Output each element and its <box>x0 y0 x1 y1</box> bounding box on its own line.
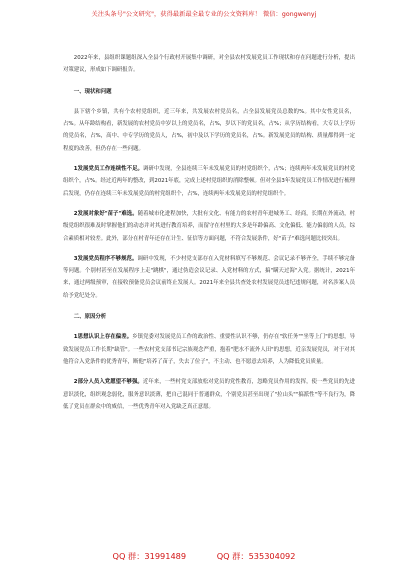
problem-1-paragraph <box>63 163 355 200</box>
intro-paragraph: 2022年来，县组织课题组深入全县个行政村开展集中调研，对全县农村发展党员工作现状和存在问题进行分析，提出对策建议，形成如下调研报告。 <box>63 55 355 74</box>
problem-3-paragraph <box>63 253 355 302</box>
cause-2-lead: 2部分人员入党愿望不够强。 <box>73 379 143 386</box>
problem-1-lead: 1发展党员工作连续性不足。 <box>73 166 143 173</box>
problem-1-body: 调研中发现，全县连续三年未发展党员的村党组织个，占%；连续两年未发展党员的村党组织个，占%。经过近两年的整改，到2021年底，完成上述村党组织的消除整顿。但对全县3年发展党员工作情况进行梳理后发现，仍存在连续三年未发展党员的村党组织个，占%，连续两年未发展党员的村党组织个。 <box>63 166 355 197</box>
report-body <box>63 52 355 413</box>
footer-contact <box>0 551 408 562</box>
cause-1-paragraph <box>63 331 355 368</box>
cause-2-paragraph <box>63 376 355 413</box>
problem-2-body: 随着城市化进程加快，大批有文化、有能力的农村青年进城务工、经商，长期在外流动，村级党组织很难及时掌握他们的动态并对其进行教育培养，而留守在村里的大多是年龄偏高、文化偏低、能力偏弱的人员，综合素质相对较差。此外，部分在村青年还存在计生、征信等方面问题，不符合发展条件，好"苗子"难选问题比较突出。 <box>63 210 355 242</box>
cause-2-body: 近年来，一些村党支部放松对党员的党性教育，忽略党员作用的发挥，使一些党员的先进意识淡化，组织观念弱化，服务意识淡薄，把自己混同于普通群众，个别党员甚至出现了"拉山头""搞派性"等不良行为，降低了党员在群众中的威信，一些优秀青年对入党缺乏真正意愿。 <box>63 379 355 410</box>
problem-2-lead: 2发展对象好"苗子"难选。 <box>73 210 138 217</box>
cause-1-lead: 1思想认识上存在偏差。 <box>73 334 133 341</box>
section-heading-status: 一、现状和问题 <box>73 88 112 95</box>
footer-qq-group-1: QQ 群：31991489 <box>112 551 187 561</box>
section-heading-causes: 二、原因分析 <box>73 314 107 321</box>
problem-3-lead: 3发展党员程序不够规范。 <box>73 255 138 262</box>
status-paragraph: 县下辖个乡镇，共有个农村党组织，近三年来，共发展农村党员名，占全县发展党员总数的%。其中女性党员名，占%。从年龄结构看，新发展的农村党员中岁以上的党员名，占%，岁以下的党员名，占%；从学历结构看，大专以上学历的党员名，占%，高中、中专学历的党员人，占%，初中及以下学历的党员名，占%。新发展党员的结构、质量都得到一定程度的改善，但仍存在一些问题。 <box>63 108 355 152</box>
cause-1-body: 乡镇党委对发展党员工作的政治性、重要性认识不够，仍存在"软任务""坐等上门"的思想，导致发展党员工作长期"缺管"。一些农村党支部书记宗族观念严重，抱着"肥水不流外人田"的思想，近亲发展党员，对于对其他符合入党条件的优秀青年，断他"培养了苗子，失去了位子"，不主动、也不愿意去培养，人为降低党员质量。 <box>63 334 355 365</box>
problem-2-paragraph <box>63 208 355 245</box>
promo-banner: 关注头条号"公文研究"，获得最新最全最专业的公文资料库！ 微信：gongwenyj <box>91 11 317 18</box>
footer-qq-group-2: QQ 群：535304092 <box>216 551 296 561</box>
problem-3-body: 调研中发现，不少村党支部存在入党材料填写不够规范、会议记录不够齐全，手续不够完备等问题。个别村甚至在发展程序上走"跳棋"，通过伪造会议记录、入党材料的方式，搞"瞒天过海"入党。据统计，2021年来，通过两级预审，在接收预备党员会议前终止发展人。2021年来全县共查处农村发展党员违纪违规问题，对名涉案人员给予党纪处分。 <box>63 255 355 299</box>
